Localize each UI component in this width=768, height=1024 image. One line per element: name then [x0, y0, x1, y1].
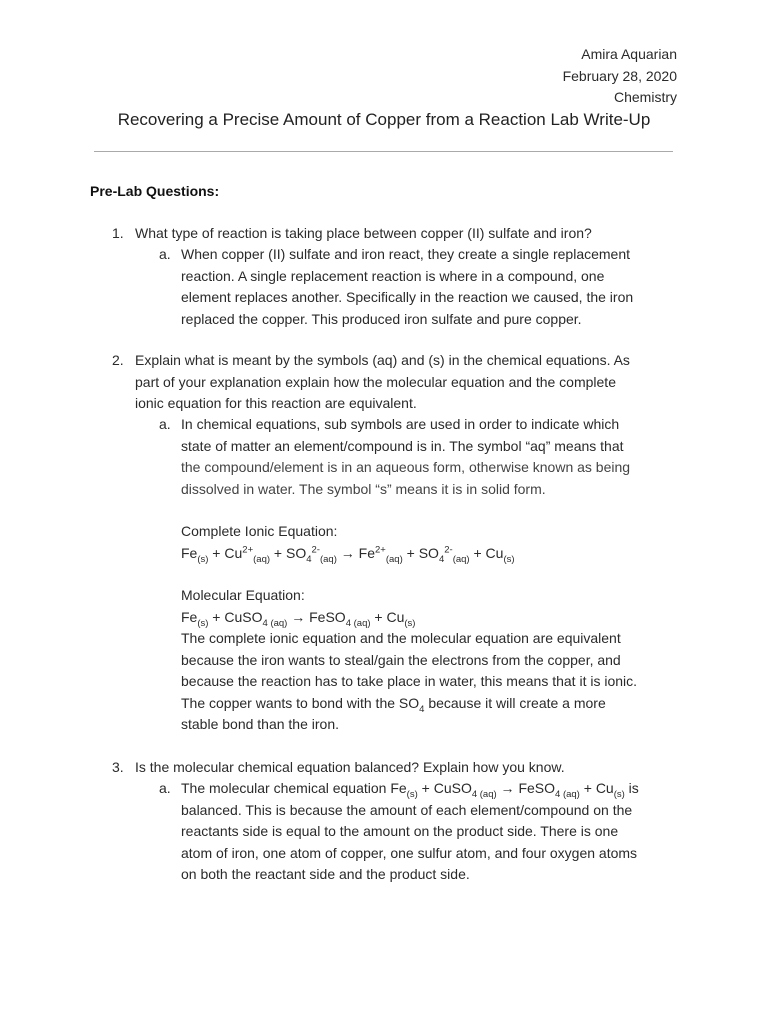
question-text	[135, 350, 670, 415]
answer-letter: a.	[159, 780, 171, 796]
explanation-line: stable bond than the iron.	[181, 716, 340, 732]
answer-line: balanced. This is because the amount of each element/compound on the	[181, 801, 633, 818]
question-line: Explain what is meant by the symbols (aq) and (s) in the chemical equations. As	[135, 352, 630, 368]
answer-line: atom of iron, one atom of copper, one sulfur atom, and four oxygen atoms	[181, 844, 638, 861]
answer-line: replaced the copper. This produced iron sulfate and pure copper.	[181, 310, 582, 327]
ionic-equation: $Fe_{(s)} + Cu^{2+}_{(aq)} + SO_4^{2-}_{(aq)} \to Fe^{2+}_{(aq)} + SO_4^{2-}_{(aq)} + Cu_{(s)}$	[181, 543, 515, 565]
question-text	[135, 223, 670, 245]
answer-line: on both the reactant side and the product side.	[181, 866, 470, 882]
answer-letter: a.	[159, 416, 171, 432]
molecular-equation-label: Molecular Equation:	[181, 587, 305, 603]
answer-line: When copper (II) sulfate and iron react, they create a single replacement	[181, 246, 631, 262]
answer-text	[181, 244, 676, 330]
answer-text	[181, 778, 676, 886]
author-name: Amira Aquarian	[581, 46, 677, 62]
answer-line: reaction. A single replacement reaction is where in a compound, one	[181, 267, 605, 284]
answer-line: element replaces another. Specifically in the reaction we caused, the iron	[181, 289, 634, 305]
question-number: 2.	[112, 352, 124, 368]
answer-line: The molecular chemical equation $Fe_{(s)}$ + CuSO$_{4 (aq)}$ → FeSO$_{4 (aq)}$ + $Cu_{(s)}$ is	[181, 780, 639, 800]
question-line: Is the molecular chemical equation balanced? Explain how you know.	[135, 759, 565, 775]
answer-text	[181, 414, 676, 500]
explanation-line: because the iron wants to steal/gain the electrons from the copper, and	[181, 651, 621, 668]
question-text	[135, 757, 670, 779]
question-line: What type of reaction is taking place between copper (II) sulfate and iron?	[135, 225, 592, 241]
explanation-line: because the reaction has to take place in water, this means that it is ionic.	[181, 673, 638, 689]
answer-letter: a.	[159, 246, 171, 262]
question-line: ionic equation for this reaction are equivalent.	[135, 395, 417, 411]
molecular-equation-block	[181, 585, 676, 736]
answer-line: the compound/element is in an aqueous form, otherwise known as being	[181, 459, 631, 475]
explanation-line: The complete ionic equation and the molecular equation are equivalent	[181, 630, 621, 646]
answer-line: In chemical equations, sub symbols are used in order to indicate which	[181, 416, 620, 432]
section-heading: Pre-Lab Questions:	[90, 183, 220, 199]
question-number: 1.	[112, 225, 124, 241]
title-divider	[94, 151, 673, 152]
answer-line: state of matter an element/compound is in. The symbol “aq” means that	[181, 437, 624, 454]
subject-name: Chemistry	[613, 89, 677, 105]
question-line: part of your explanation explain how the molecular equation and the complete	[135, 373, 616, 390]
question-number: 3.	[112, 759, 124, 775]
explanation-line: The copper wants to bond with the $SO_4$ because it will create a more	[181, 694, 606, 715]
header-block	[563, 44, 677, 109]
document-date: February 28, 2020	[562, 67, 677, 84]
answer-line: reactants side is equal to the amount on the product side. There is one	[181, 823, 619, 839]
ionic-equation-label: Complete Ionic Equation:	[181, 523, 338, 539]
ionic-equation-block	[181, 521, 676, 564]
answer-line: dissolved in water. The symbol “s” means it is in solid form.	[181, 480, 546, 497]
molecular-equation: $Fe_{(s)}$ + CuSO$_{4 (aq)}$ → FeSO$_{4 (aq)}$ + $Cu_{(s)}$	[181, 608, 416, 629]
document-title: Recovering a Precise Amount of Copper from a Reaction Lab Write-Up	[117, 110, 651, 129]
